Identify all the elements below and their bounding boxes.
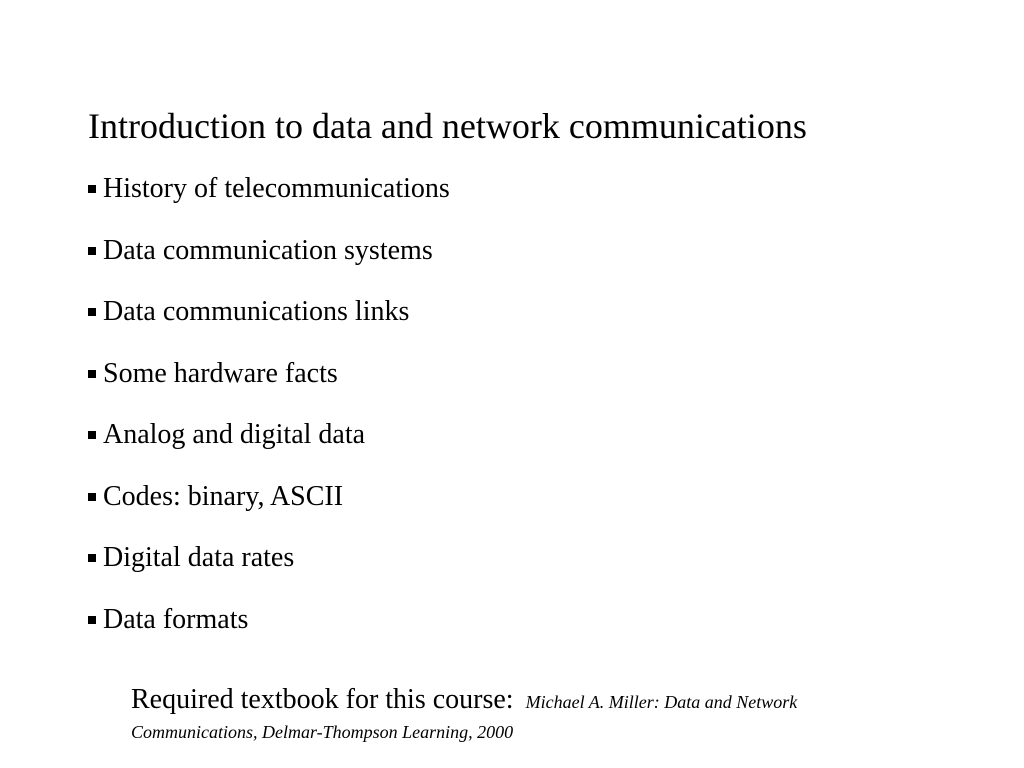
list-item-text: Codes: binary, ASCII [103, 480, 344, 512]
square-bullet-icon [88, 185, 96, 193]
topic-list [88, 169, 450, 661]
list-item-text: Digital data rates [103, 542, 295, 573]
list-item-text: Some hardware facts [103, 357, 338, 389]
textbook-note [131, 682, 981, 745]
list-item-text: Data communication systems [103, 234, 433, 266]
list-item [88, 231, 450, 293]
list-item [88, 354, 450, 416]
textbook-citation-continued: Communications, Delmar-Thompson Learning, 2000 [131, 722, 514, 742]
square-bullet-icon [88, 431, 96, 439]
square-bullet-icon [88, 554, 96, 562]
list-item-text: Analog and digital data [103, 419, 366, 450]
list-item [88, 415, 450, 477]
list-item [88, 169, 450, 231]
square-bullet-icon [88, 308, 96, 316]
list-item [88, 538, 450, 600]
textbook-line [131, 682, 981, 722]
list-item-text: History of telecommunications [103, 173, 450, 204]
list-item-text: Data communications links [103, 296, 410, 327]
square-bullet-icon [88, 370, 96, 378]
square-bullet-icon [88, 247, 96, 255]
textbook-lead: Required textbook for this course: [131, 684, 514, 715]
list-item [88, 292, 450, 354]
square-bullet-icon [88, 616, 96, 624]
list-item [88, 477, 450, 539]
slide-title: Introduction to data and network communications [88, 106, 807, 146]
list-item-text: Data formats [103, 603, 249, 635]
textbook-citation: Michael A. Miller: Data and Network [525, 692, 798, 712]
list-item [88, 600, 450, 662]
square-bullet-icon [88, 493, 96, 501]
